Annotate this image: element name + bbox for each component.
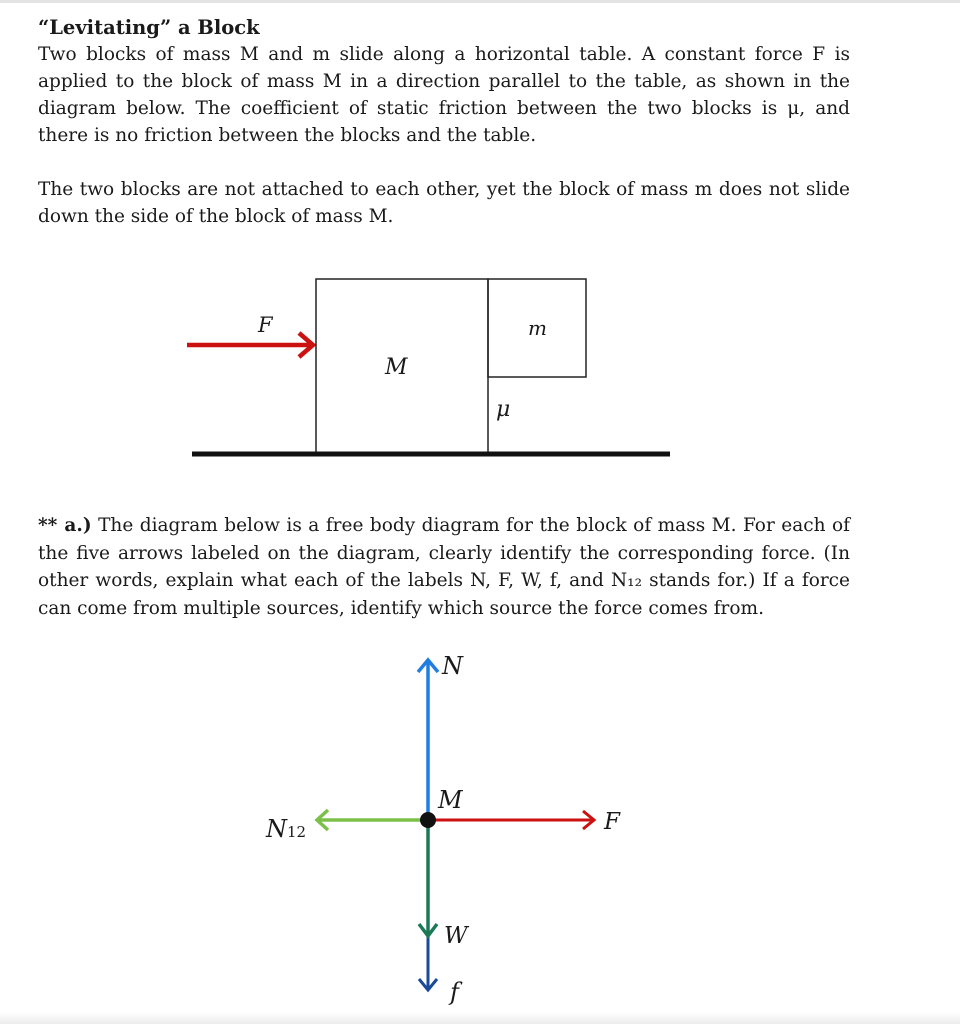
friction-force-label: f — [450, 978, 459, 1006]
problem-title: “Levitating” a Block — [38, 16, 260, 39]
weight-label: W — [444, 923, 468, 949]
fbd-center-dot — [420, 812, 436, 828]
friction-coefficient-label: μ — [496, 397, 511, 422]
question-a-text: The diagram below is a free body diagram for the block of mass M. For each of the five arrows labeled on the diagram, clearly identify the corresponding force. (In other words, explain what each of the labels N, F, W, f, and N₁₂ stands for.) If a force can come from multiple sources, identify which source the force comes from. — [38, 515, 850, 619]
weight-arrow — [419, 820, 437, 936]
contact-force-n12-arrow — [317, 810, 428, 830]
block-small-label: m — [528, 316, 547, 340]
normal-force-arrow — [418, 660, 438, 820]
force-label: F — [258, 313, 273, 337]
applied-force-fbd-label: F — [604, 809, 620, 835]
contact-force-n12-label: N12 — [266, 815, 307, 843]
normal-force-label: N — [442, 652, 463, 680]
bottom-edge — [0, 1012, 960, 1024]
fbd-center-label: M — [438, 786, 463, 814]
problem-intro: Two blocks of mass M and m slide along a horizontal table. A constant force F is applied to the block of mass M in a direction parallel to the table, as shown in the diagram below. The coefficient of static friction between the two blocks is μ, and there is no friction between the blocks and the table. — [38, 44, 850, 146]
question-a-marker: ** a.) — [38, 515, 92, 536]
block-big-label: M — [385, 355, 408, 380]
problem-condition: The two blocks are not attached to each other, yet the block of mass m does not slide down the side of the block of mass M. — [38, 179, 850, 227]
